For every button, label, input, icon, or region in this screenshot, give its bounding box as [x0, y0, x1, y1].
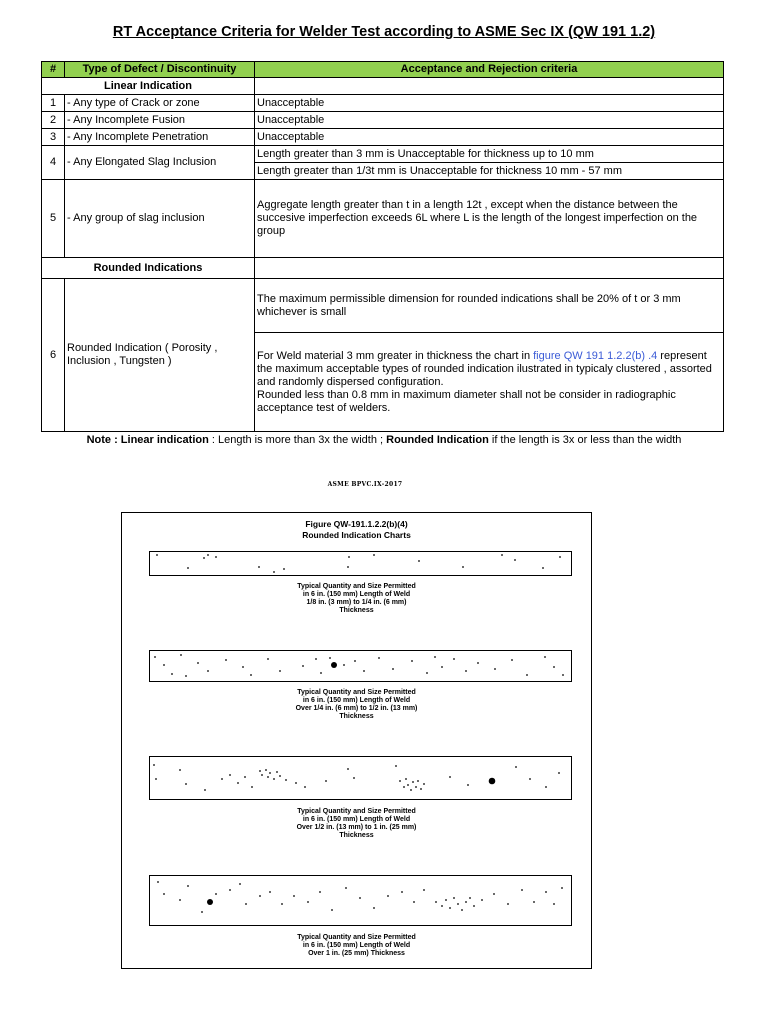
- porosity-dots: [150, 651, 571, 681]
- row-num: 1: [42, 95, 65, 112]
- rounded-indication-figure: [121, 512, 592, 969]
- row-criteria: Aggregate length greater than t in a length 12t , except when the distance between the succesive imperfection exceeds 6L where L is the length of the longest imperfection on the group: [255, 180, 724, 258]
- figure-link[interactable]: figure QW 191 1.2.2(b) .4: [533, 349, 658, 362]
- figure-subtitle: Rounded Indication Charts: [302, 530, 411, 540]
- row-type: - Any Incomplete Penetration: [65, 129, 255, 146]
- row-type: - Any group of slag inclusion: [65, 180, 255, 258]
- row-type: - Any Elongated Slag Inclusion: [65, 146, 255, 180]
- row-criteria-b: Length greater than 1/3t mm is Unacceptable for thickness 10 mm - 57 mm: [255, 163, 724, 180]
- weld-strip-1: [149, 551, 572, 576]
- chart-caption-4: Typical Quantity and Size Permitted in 6 in. (150 mm) Length of Weld Over 1 in. (25 mm) Thickness: [297, 934, 416, 957]
- weld-strip-3: [149, 756, 572, 800]
- porosity-dots: [150, 552, 571, 575]
- chart-caption-2: Typical Quantity and Size Permitted in 6 in. (150 mm) Length of Weld Over 1/4 in. (6 mm) to 1/2 in. (13 mm) Thickness: [295, 689, 418, 720]
- row-criteria: Unacceptable: [255, 95, 724, 112]
- table-row: [42, 146, 724, 163]
- weld-strip-4: [149, 875, 572, 926]
- row-criteria: Unacceptable: [255, 112, 724, 129]
- table-row: [42, 279, 724, 333]
- document-title: RT Acceptance Criteria for Welder Test according to ASME Sec IX (QW 191 1.2): [112, 24, 656, 40]
- table-row: [42, 129, 724, 146]
- figure-source: ASME BPVC.IX-2017: [327, 481, 403, 488]
- row-criteria: Unacceptable: [255, 129, 724, 146]
- note: Note : Linear indication : Length is more than 3x the width ; Rounded Indication if the length is 3x or less than the width: [86, 434, 682, 446]
- row-num: 2: [42, 112, 65, 129]
- row-num: 5: [42, 180, 65, 258]
- table-row: [42, 180, 724, 258]
- row-num: 4: [42, 146, 65, 180]
- note-label-2: Rounded Indication: [386, 434, 489, 446]
- row-criteria-a: The maximum permissible dimension for rounded indications shall be 20% of t or 3 mm whichever is small: [255, 279, 724, 333]
- chart-caption-3: Typical Quantity and Size Permitted in 6 in. (150 mm) Length of Weld Over 1/2 in. (13 mm) to 1 in. (25 mm) Thickness: [296, 808, 417, 839]
- chart-caption-1: Typical Quantity and Size Permitted in 6 in. (150 mm) Length of Weld 1/8 in. (3 mm) to 1/4 in. (6 mm) Thickness: [297, 583, 416, 614]
- criteria-table: [41, 61, 724, 432]
- section-row-rounded: [42, 258, 724, 279]
- section-row-linear: [42, 78, 724, 95]
- table-row: [42, 112, 724, 129]
- row-criteria-b: For Weld material 3 mm greater in thickness the chart in figure QW 191 1.2.2(b) .4 represent the maximum acceptable types of rounded indication ilustrated in typicaly clustered , assorted and randomly dispersed configuration. Rounded less than 0.8 mm in maximum diameter shall not be consider in radiographic acceptance test of welders.: [255, 333, 724, 432]
- header-type: Type of Defect / Discontinuity: [65, 62, 255, 78]
- table-row: [42, 95, 724, 112]
- section-rounded-label: Rounded Indications: [42, 258, 255, 279]
- row-type: - Any Incomplete Fusion: [65, 112, 255, 129]
- row-num: 3: [42, 129, 65, 146]
- header-num: #: [42, 62, 65, 78]
- header-criteria: Acceptance and Rejection criteria: [255, 62, 724, 78]
- weld-strip-2: [149, 650, 572, 682]
- row-type: Rounded Indication ( Porosity , Inclusion , Tungsten ): [65, 279, 255, 432]
- row-type: - Any type of Crack or zone: [65, 95, 255, 112]
- figure-title: Figure QW-191.1.2.2(b)(4): [305, 519, 408, 529]
- note-label: Note : Linear indication: [86, 434, 209, 446]
- section-linear-label: Linear Indication: [42, 78, 255, 95]
- porosity-dots: [150, 757, 571, 799]
- row-criteria-a: Length greater than 3 mm is Unacceptable for thickness up to 10 mm: [255, 146, 724, 163]
- row-num: 6: [42, 279, 65, 432]
- porosity-dots: [150, 876, 571, 925]
- table-header-row: [42, 62, 724, 78]
